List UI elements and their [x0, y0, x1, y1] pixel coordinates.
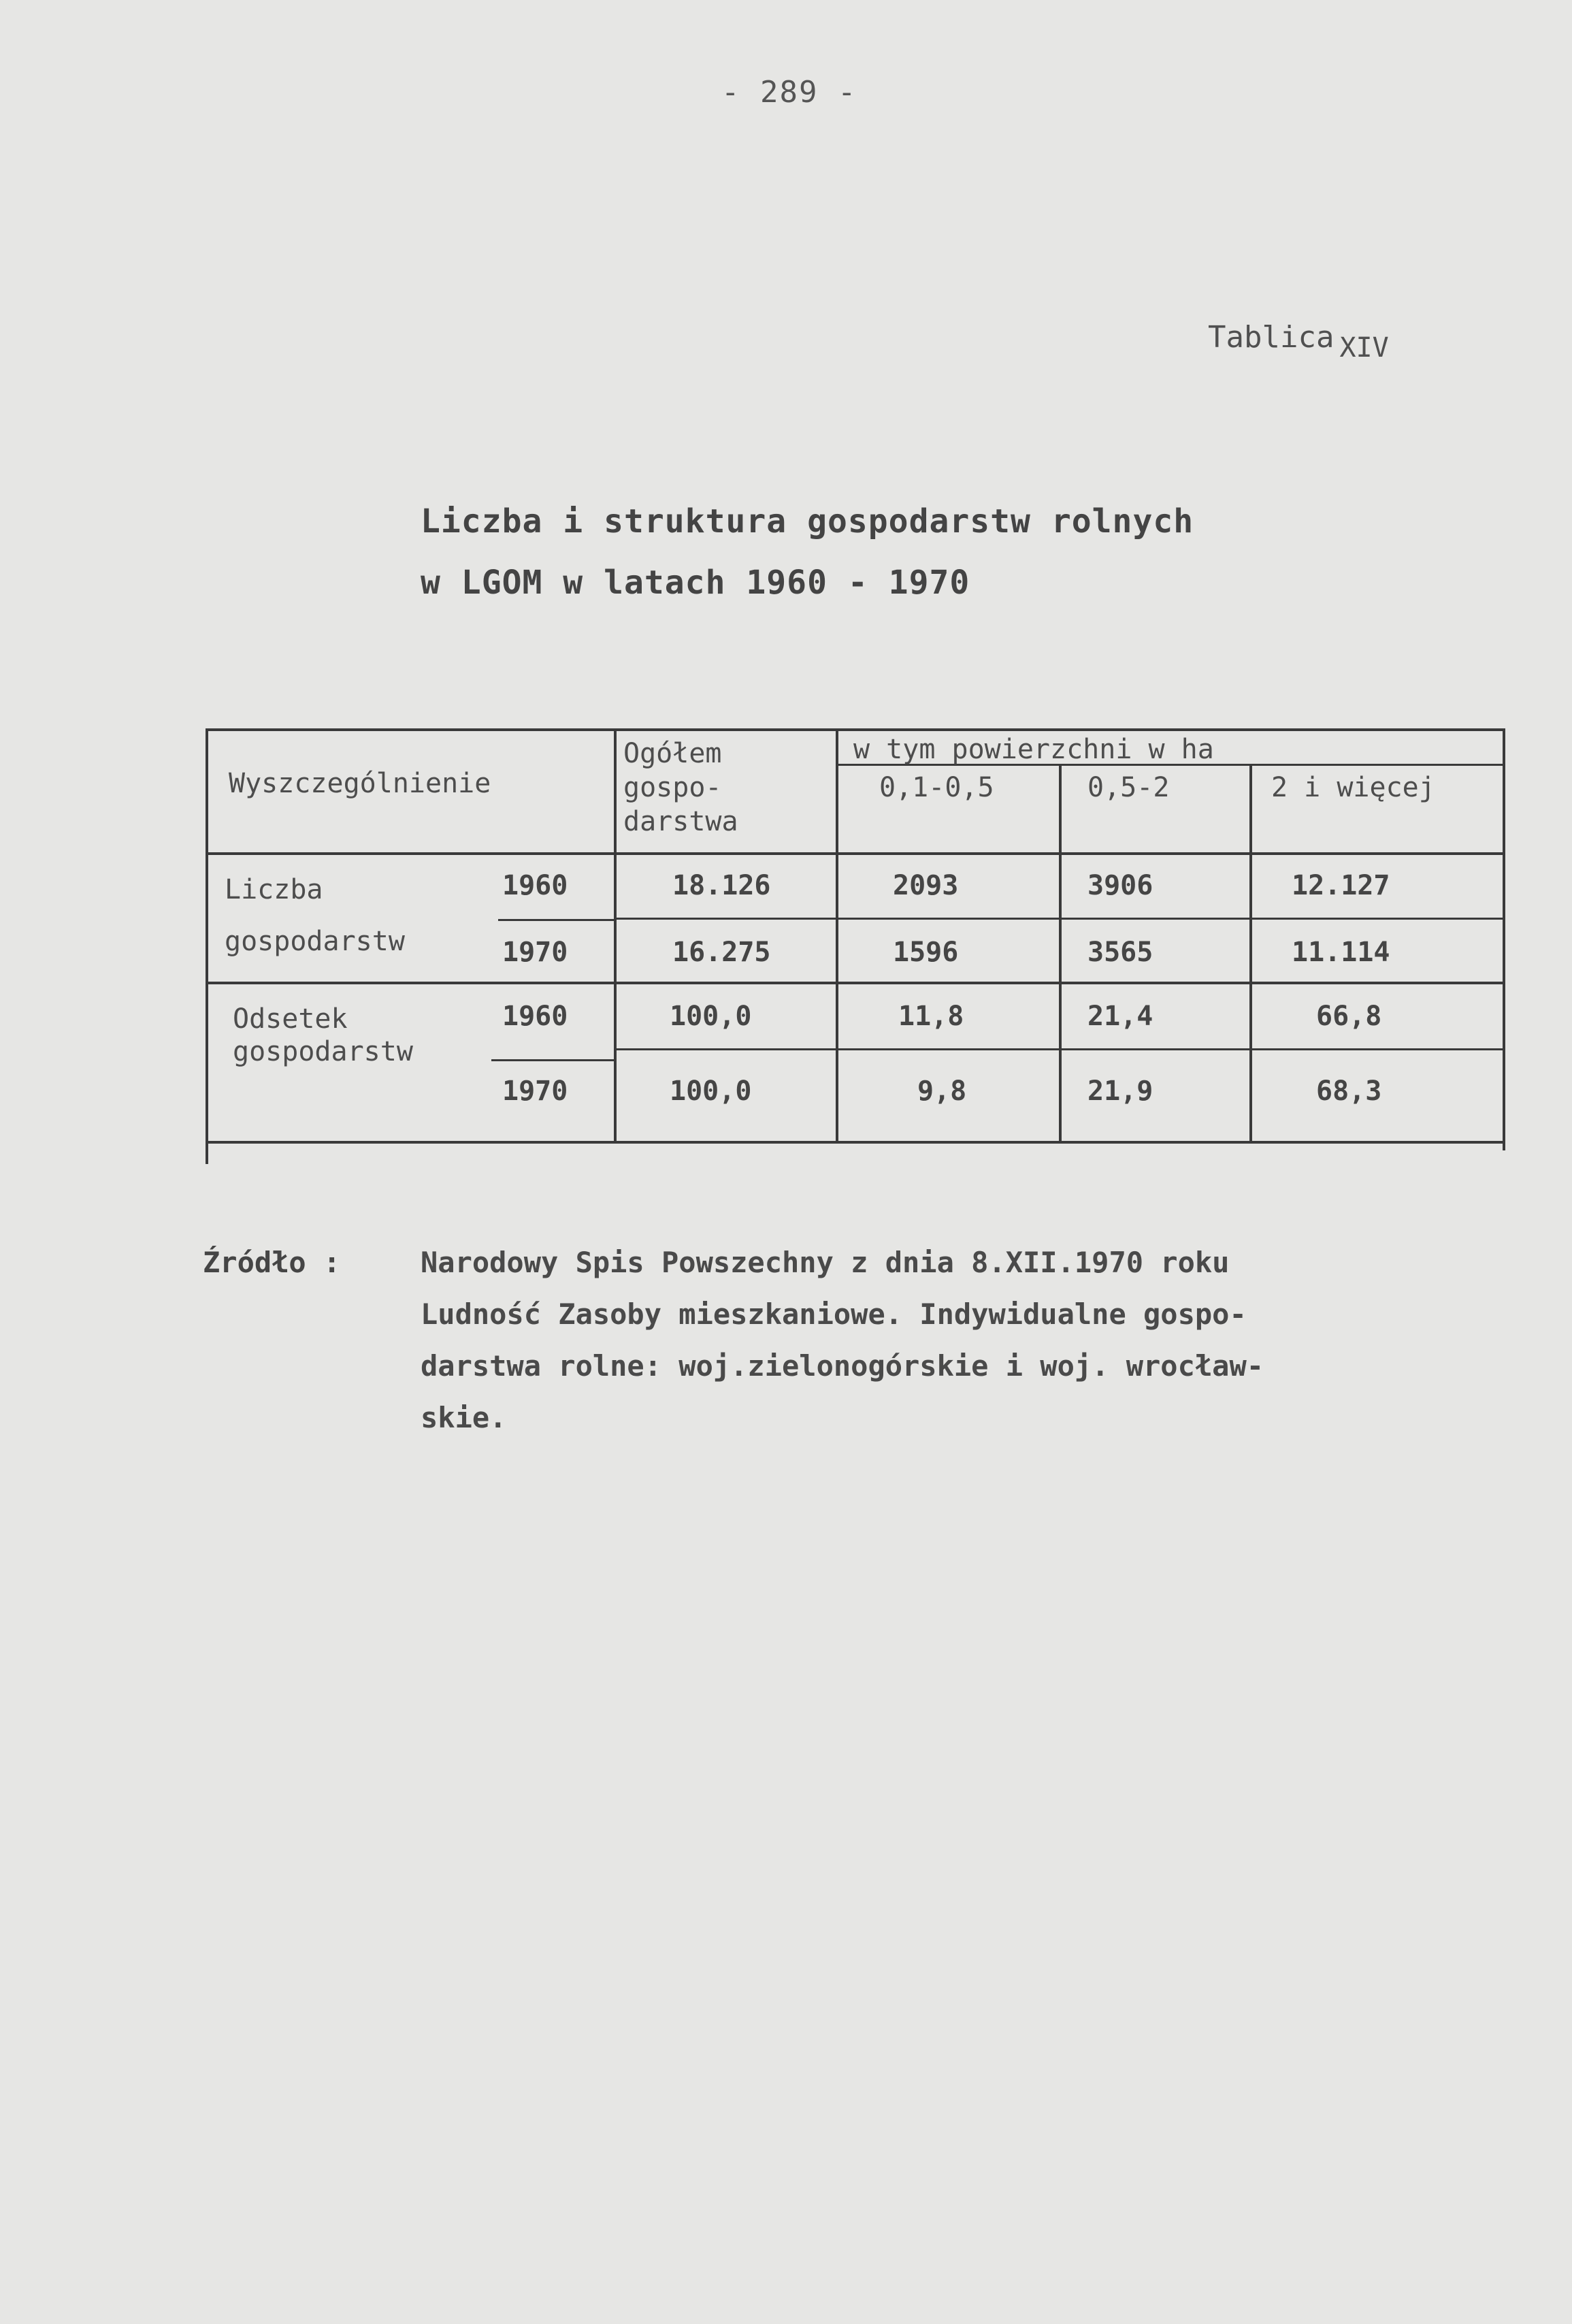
- row-label-gospodarstw: gospodarstw: [225, 926, 405, 957]
- table-cell-area-1: 2093: [893, 870, 959, 901]
- header-area-0-5-2: 0,5-2: [1087, 772, 1170, 803]
- table-cell-area-3: 66,8: [1316, 1001, 1382, 1032]
- table-cell-year: 1970: [502, 1076, 568, 1107]
- statistics-table: [206, 728, 1505, 1150]
- table-cell-total: 100,0: [670, 1001, 752, 1032]
- table-cell-year: 1960: [502, 870, 568, 901]
- header-wyszczegolnienie: Wyszczególnienie: [229, 768, 491, 799]
- col-line-4: [1249, 766, 1252, 1144]
- table-cell-area-1: 9,8: [917, 1076, 967, 1107]
- table-cell-area-3: 68,3: [1316, 1076, 1382, 1107]
- table-border-top: [206, 728, 1505, 731]
- table-cell-area-1: 1596: [893, 937, 959, 968]
- table-cell-area-2: 3565: [1087, 937, 1153, 968]
- table-cell-area-2: 21,4: [1087, 1001, 1153, 1032]
- source-line-3: darstwa rolne: woj.zielonogórskie i woj. wrocław-: [421, 1349, 1264, 1383]
- table-cell-area-2: 3906: [1087, 870, 1153, 901]
- row-label-odsetek: Odsetek: [233, 1003, 348, 1035]
- table-title-line-1: Liczba i struktura gospodarstw rolnych: [421, 502, 1194, 540]
- table-cell-area-3: 11.114: [1292, 937, 1390, 968]
- source-line-2: Ludność Zasoby mieszkaniowe. Indywidualne gospo-: [421, 1297, 1247, 1331]
- table-cell-area-1: 11,8: [898, 1001, 964, 1032]
- source-line-1: Narodowy Spis Powszechny z dnia 8.XII.1970 roku: [421, 1246, 1230, 1279]
- table-cell-area-3: 12.127: [1292, 870, 1390, 901]
- table-border-left: [206, 728, 208, 1164]
- source-label: Źródło :: [203, 1246, 341, 1279]
- col-line-3: [1059, 766, 1062, 1144]
- row-divider-1-year: [498, 919, 614, 921]
- header-area-group: w tym powierzchni w ha: [853, 734, 1214, 765]
- table-border-right: [1503, 728, 1505, 1150]
- table-cell-area-2: 21,9: [1087, 1076, 1153, 1107]
- row-label-liczba: Liczba: [225, 874, 323, 905]
- header-total-line-1: Ogółem: [623, 738, 722, 769]
- table-cell-year: 1970: [502, 937, 568, 968]
- col-line-2: [836, 728, 838, 1144]
- page-number: - 289 -: [721, 75, 857, 110]
- table-cell-total: 18.126: [672, 870, 771, 901]
- row-divider-3-year: [491, 1059, 614, 1061]
- table-numeral: XIV: [1339, 332, 1389, 364]
- header-area-0-1-0-5: 0,1-0,5: [879, 772, 994, 803]
- table-label-text: Tablica: [1208, 320, 1334, 355]
- table-cell-total: 100,0: [670, 1076, 752, 1107]
- header-area-2-plus: 2 i więcej: [1271, 772, 1435, 803]
- table-cell-total: 16.275: [672, 937, 771, 968]
- table-label: [1208, 320, 1389, 364]
- header-bottom-line: [206, 852, 1505, 855]
- group-divider: [206, 982, 1505, 984]
- col-line-1: [614, 728, 617, 1144]
- row-label-gospodarstw: gospodarstw: [233, 1036, 413, 1067]
- header-total-line-3: darstwa: [623, 806, 738, 837]
- table-title-line-2: w LGOM w latach 1960 - 1970: [421, 564, 970, 602]
- table-cell-year: 1960: [502, 1001, 568, 1032]
- header-total-line-2: gospo-: [623, 772, 722, 803]
- table-border-bottom: [206, 1141, 1505, 1144]
- source-line-4: skie.: [421, 1401, 507, 1434]
